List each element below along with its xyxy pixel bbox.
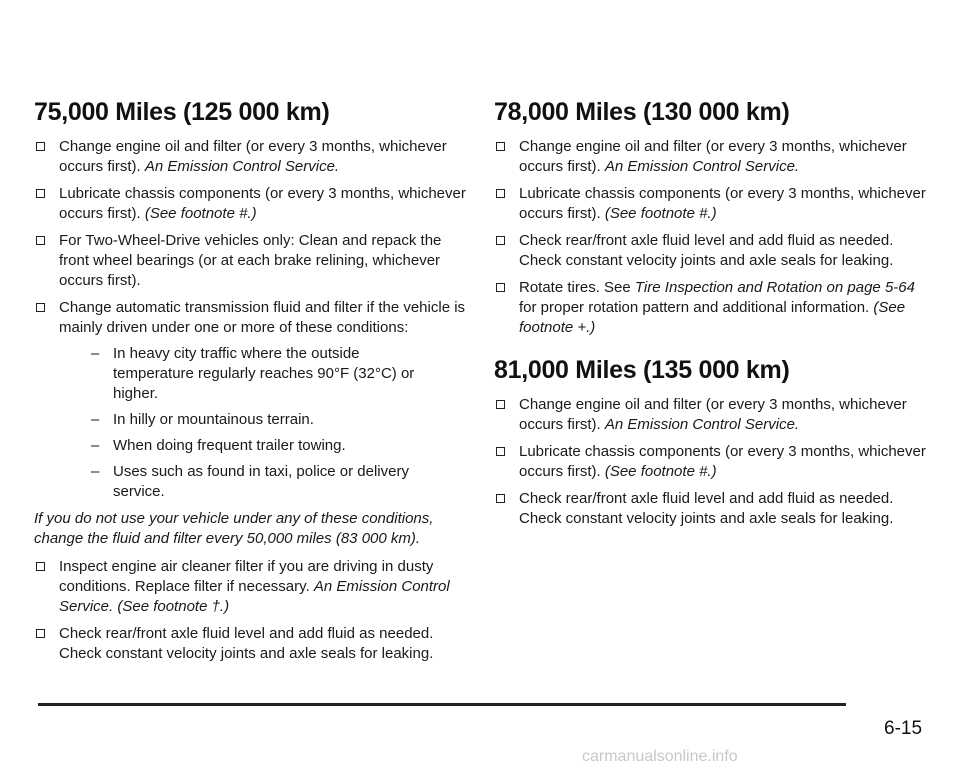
checkbox-icon [496,400,505,409]
checkbox-icon [496,283,505,292]
list-item: Check rear/front axle fluid level and add fluid as needed. Check constant velocity joints and axle seals for leaking. [34,624,474,664]
rotation-reference-link: Tire Inspection and Rotation on page 5-64 [634,279,915,296]
checkbox-icon [36,142,45,151]
checkbox-icon [496,189,505,198]
footer-rule [38,703,846,706]
conditions-list [59,344,474,502]
list-item: Lubricate chassis components (or every 3 months, whichever occurs first). (See footnote #.) [494,184,934,224]
section-heading-75000: 75,000 Miles (125 000 km) [34,98,330,126]
left-column [34,98,474,671]
list-item: Inspect engine air cleaner filter if you are driving in dusty conditions. Replace filter if necessary. An Emission Control Service. (See footnote †.) [34,557,474,617]
checkbox-icon [496,142,505,151]
checkbox-icon [36,629,45,638]
page-number: 6-15 [884,718,923,739]
list-item: Check rear/front axle fluid level and add fluid as needed. Check constant velocity joints and axle seals for leaking. [494,489,934,529]
list-item: Check rear/front axle fluid level and add fluid as needed. Check constant velocity joints and axle seals for leaking. [494,231,934,271]
list-item: Change engine oil and filter (or every 3 months, whichever occurs first). An Emission Control Service. [494,137,934,177]
section-heading-81000: 81,000 Miles (135 000 km) [494,356,790,384]
checklist-75000-continued [34,557,474,664]
checkbox-icon [36,189,45,198]
checklist-81000 [494,395,934,529]
condition-item: – When doing frequent trailer towing. [91,437,346,454]
list-item: Change engine oil and filter (or every 3 months, whichever occurs first). An Emission Control Service. [494,395,934,435]
checkbox-icon [496,447,505,456]
section-heading-78000: 78,000 Miles (130 000 km) [494,98,790,126]
list-item: Lubricate chassis components (or every 3 months, whichever occurs first). (See footnote #.) [494,442,934,482]
checklist-78000 [494,137,934,338]
list-item: Rotate tires. See Tire Inspection and Rotation on page 5-64 for proper rotation pattern and additional information. (See footnote +.) [494,278,934,338]
right-column [494,98,934,536]
dash-icon: – [91,463,100,480]
watermark: carmanualsonline.info [582,748,738,765]
list-item: For Two-Wheel-Drive vehicles only: Clean and repack the front wheel bearings (or at each brake relining, whichever occurs first). [34,231,474,291]
condition-item: – In heavy city traffic where the outside temperature regularly reaches 90°F (32°C) or higher. [91,345,415,402]
dash-icon: – [91,437,100,454]
checkbox-icon [496,494,505,503]
checkbox-icon [36,562,45,571]
condition-item: – In hilly or mountainous terrain. [91,411,314,428]
list-item: Lubricate chassis components (or every 3 months, whichever occurs first). (See footnote #.) [34,184,474,224]
list-item: Change automatic transmission fluid and filter if the vehicle is mainly driven under one or more of these conditions: – In heavy city traffic where the outside temperature regularly reaches 90°F (32°C) or higher. – In hilly or mountainous terrain. – When doing frequent trailer towing. – Uses such as found in taxi, police or delivery service. [34,298,474,502]
list-item: Change engine oil and filter (or every 3 months, whichever occurs first). An Emission Control Service. [34,137,474,177]
checkbox-icon [36,303,45,312]
checkbox-icon [36,236,45,245]
dash-icon: – [91,345,100,362]
dash-icon: – [91,411,100,428]
condition-item: – Uses such as found in taxi, police or delivery service. [91,463,409,500]
transmission-note: If you do not use your vehicle under any of these conditions, change the fluid and filter every 50,000 miles (83 000 km). [34,510,434,547]
checklist-75000 [34,137,474,502]
checkbox-icon [496,236,505,245]
